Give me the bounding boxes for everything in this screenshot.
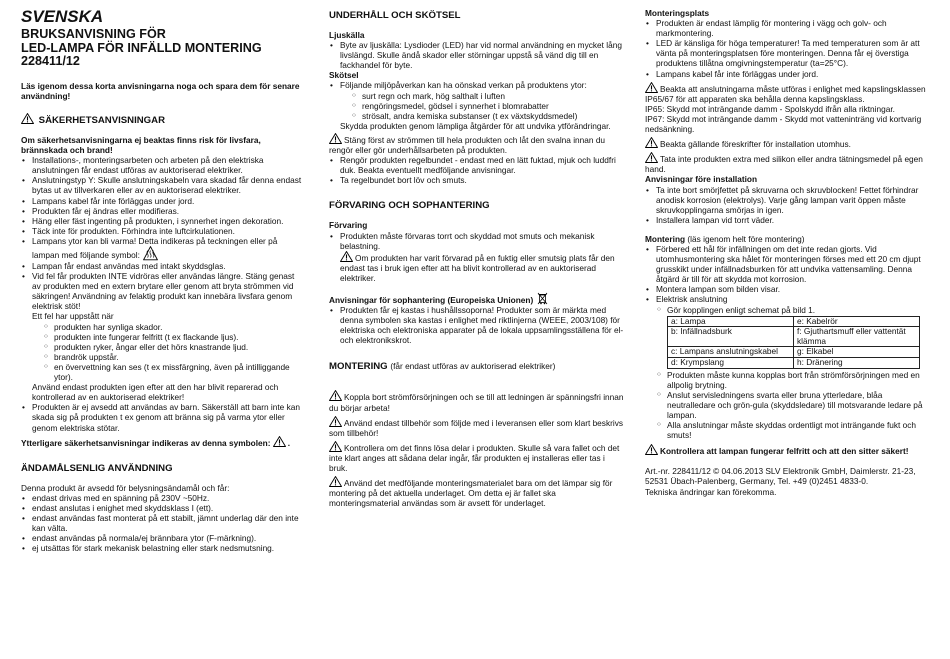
disposal-list: [329, 305, 625, 345]
warning-icon: [645, 152, 658, 163]
safety-warning-intro: Om säkerhetsanvisningarna ej beaktas finns risk för livsfara, brännskada och brand!: [21, 134, 261, 156]
list-item: ○ produkten ryker, ångar eller det hörs knastrande ljud.: [43, 342, 304, 352]
warning-icon: [645, 444, 658, 455]
care-sublist: [351, 91, 625, 121]
storage-heading: FÖRVARING OCH SOPHANTERING: [329, 200, 490, 212]
mounting-heading: [329, 360, 625, 373]
ip65-text: IP65: Skydd mot inträngande damm - Spolskydd ifrån alla riktningar.: [645, 103, 895, 114]
care-list: [329, 80, 625, 130]
place-list: [645, 18, 928, 79]
rules-warning-text: Beakta gällande föreskrifter för installation utomhus.: [660, 139, 851, 150]
further-safety-text: Ytterligare säkerhetsanvisningar indikeras av denna symbolen:: [21, 437, 271, 448]
column-middle: [329, 8, 625, 508]
mounting-warning-3: [329, 441, 625, 473]
list-item: • Installera lampan vid torrt väder.: [645, 215, 928, 225]
usage-intro: Denna produkt är avsedd för belysningsändamål och får:: [21, 482, 230, 493]
list-item: • Produkten är ej avsedd att användas av barn. Säkerställ att barn inte kan skada sig på produkten t ex genom att bränna sig på varma ytor eller genom elektriska stötar.: [21, 402, 304, 432]
montering-heading-note: (läs igenom helt före montering): [687, 233, 805, 244]
column-left: [21, 8, 304, 553]
mounting-warning-text: Koppla bort strömförsörjningen och se till att ledningen är spänningsfri innan du börjar arbeta!: [329, 392, 624, 413]
mounting-heading-label: MONTERING: [329, 361, 388, 373]
further-safety-note: Ytterligare säkerhetsanvisningar indikeras av denna symbolen: .: [21, 437, 291, 448]
table-cell: d: Krympslang: [668, 358, 794, 369]
storage-sub-heading: Förvaring: [329, 220, 368, 231]
list-item: • endast anslutas i enighet med skyddsklass I (ett).: [21, 503, 304, 513]
connection-table: [667, 316, 920, 369]
list-item: ○ produkten inte fungerar felfritt (t ex flackande ljus).: [43, 332, 304, 342]
storage-warning: [329, 251, 625, 283]
power-warning: [329, 133, 625, 155]
footer-note: Tekniska ändringar kan förekomma.: [645, 486, 777, 497]
title-line-2: LED-LAMPA FÖR INFÄLLD MONTERING: [21, 40, 262, 55]
montering-list: [645, 244, 928, 305]
final-warning: [645, 444, 928, 456]
list-item: • ej utsättas för stark mekanisk belastning eller stark nedsmutsning.: [21, 543, 304, 553]
power-warning-text: Stäng först av strömmen till hela produkten och låt den svalna innan du rengör eller gör underhållsarbeten på produkten.: [329, 134, 606, 156]
table-cell: g: Elkabel: [794, 347, 920, 358]
care-list-2: [329, 155, 625, 185]
table-row: [668, 358, 920, 369]
list-item: ○ brandrök uppstår.: [43, 352, 304, 362]
montering-heading-label: Montering: [645, 233, 686, 244]
place-heading: Monteringsplats: [645, 8, 710, 18]
mounting-warning-4: [329, 476, 625, 508]
column-right: [645, 8, 928, 497]
table-row: [668, 347, 920, 358]
ip67-text: IP67: Skydd mot inträngande damm - Skydd mot vatteninträng vid kortvarig nedsänkning.: [645, 113, 922, 135]
table-cell: b: Infällnadsburk: [668, 327, 794, 347]
usage-list: [21, 493, 304, 554]
rules-warning: [645, 137, 928, 149]
storage-list: [329, 231, 625, 251]
table-cell: e: Kabelrör: [794, 316, 920, 327]
warning-icon: [340, 251, 353, 262]
warning-icon: [21, 113, 34, 124]
list-item: • Häng eller fäst ingenting på produkten, i synnerhet ingen dekoration.: [21, 216, 304, 226]
document-title: [21, 28, 304, 69]
table-cell: c: Lampans anslutningskabel: [668, 347, 794, 358]
care-text: Följande miljöpåverkan kan ha oönskad verkan på produktens ytor:: [340, 80, 587, 91]
list-item: • Lampan får endast användas med intakt skyddsglas.: [21, 261, 304, 271]
defect-sublist: [43, 322, 304, 383]
disposal-heading: [329, 292, 625, 305]
warning-icon: [273, 436, 286, 447]
list-item: • endast användas på normala/ej brännbara ytor (F-märkning).: [21, 533, 304, 543]
list-item: • Ta regelbundet bort löv och smuts.: [329, 175, 625, 185]
hot-surface-icon: [143, 246, 158, 261]
list-item: • Montera lampan som bilden visar.: [645, 284, 928, 294]
table-cell: f: Gjuthartsmuff eller vattentät klämma: [794, 327, 920, 347]
montering-heading: [645, 234, 928, 244]
list-item: • Produkten måste förvaras torrt och skyddad mot smuts och mekanisk belastning.: [329, 231, 625, 251]
silicone-warning-text: Tata inte produkten extra med silikon eller andra tätningsmedel på egen hand.: [645, 154, 923, 175]
weee-bin-icon: [537, 292, 548, 305]
before-install-list: [645, 185, 928, 225]
mounting-warning-text: Använd det medföljande monteringsmaterialet bara om det lämpar sig för montering på det aktuella underlaget. Om detta ej är fallet ska monteringsmaterial användas som är avsett för underlaget.: [329, 478, 613, 509]
connection-sublist-2: [656, 370, 928, 441]
title-line-3: 228411/12: [21, 54, 80, 69]
usage-heading: ÄNDAMÅLSENLIG ANVÄNDNING: [21, 462, 173, 474]
storage-warning-text: Om produkten har varit förvarad på en fuktig eller smutsig plats får den endast tas i bruk igen efter att ha blivit kontrollerad av en auktoriserad elektriker.: [340, 252, 615, 283]
table-row: [668, 327, 920, 347]
light-source-list: [329, 40, 625, 70]
mounting-warning-1: [329, 390, 625, 412]
mounting-heading-note: (får endast utföras av auktoriserad elektriker): [390, 361, 556, 372]
list-item: • Rengör produkten regelbundet - endast med en lätt fuktad, mjuk och luddfri duk. Beakta eventuellt medföljande anvisningar.: [329, 155, 625, 175]
list-item: • Anslutningstyp Y: Skulle anslutningskabeln vara skadad får denna endast bytas ut av tillverkaren eller av en auktoriserad elektriker.: [21, 175, 304, 195]
table-row: [668, 316, 920, 327]
hot-surface-text: Lampans ytor kan bli varma! Detta indikeras på teckningen eller på lampan med följande symbol:: [32, 235, 278, 260]
warning-icon: [329, 441, 342, 452]
warning-icon: [329, 416, 342, 427]
warning-icon: [645, 137, 658, 148]
list-item: ○ Produkten måste kunna kopplas bort från strömförsörjningen med en allpolig brytning.: [656, 370, 928, 390]
list-item: • Installations-, monteringsarbeten och arbeten på den elektriska anslutningen får endast utföras av auktoriserad elektriker.: [21, 155, 304, 175]
list-item: • Förbered ett hål för infällningen om det inte redan gjorts. Vid utomhusmontering ska hålet för monteringen förses med ett 20 cm djupt grusskikt under infällnadsburken för att undvika vattensamling. Denna åtgärd är till för att skydda mot korrosion.: [645, 244, 928, 284]
intro-text: Läs igenom dessa korta anvisningarna noga och spara dem för senare användning!: [21, 80, 300, 101]
safety-heading-label: SÄKERHETSANVISNINGAR: [38, 114, 166, 126]
list-item: • Produkten får ej ändras eller modifieras.: [21, 206, 304, 216]
mounting-warning-text: Kontrollera om det finns lösa delar i produkten. Skulle så vara fallet och det inte klart anges att sådana delar ingår, får produkten ej installeras eller tas i bruk.: [329, 442, 620, 473]
list-item: ○ Anslut servisledningens svarta eller bruna ytterledare, blåa neutralledare och grön-gula (skyddsledare) till motsvarande ledare på lampan.: [656, 390, 928, 420]
table-cell: a: Lampa: [668, 316, 794, 327]
connection-sublist: [656, 305, 928, 315]
list-item: • Produkten är endast lämplig för montering i vägg och golv- och markmontering.: [645, 18, 928, 38]
safety-list: [21, 155, 304, 432]
list-item: • Elektrisk anslutning: [645, 294, 928, 304]
safety-heading: [21, 113, 304, 127]
defect-case-text: Ett fel har uppstått när: [32, 311, 114, 322]
list-item: ○ Gör kopplingen enligt schemat på bild 1.: [656, 305, 928, 315]
ip-warning: [645, 82, 928, 104]
maintenance-heading: UNDERHÅLL OCH SKÖTSEL: [329, 10, 461, 21]
list-item: ○ surt regn och mark, hög salthalt i luften: [351, 91, 625, 101]
language-title: SVENSKA: [21, 7, 104, 26]
list-item: • Lampans kabel får inte förläggas under jord.: [645, 69, 928, 79]
warning-icon: [329, 133, 342, 144]
list-item: • endast drivas med en spänning på 230V ~50Hz.: [21, 493, 304, 503]
list-item: ○ Alla anslutningar måste skyddas ordentligt mot inträngande fukt och smuts!: [656, 420, 928, 440]
list-item: ○ rengöringsmedel, gödsel i synnerhet i blomrabatter: [351, 101, 625, 111]
defect-after-text: Använd endast produkten igen efter att den har blivit reparerad och kontrollerad av en auktoriserad elektriker!: [32, 382, 279, 403]
list-item: • LED är känsliga för höga temperaturer! Ta med temperaturen som är att vänta på monteringsplatsen före monteringen. Denna får ej överstiga produktens tillåtna omgivningstemperatur (ta=25°C).: [645, 38, 928, 68]
list-item: • endast användas fast monterat på ett stabilt, jämnt underlag där den inte kan vältа.: [21, 513, 304, 533]
before-install-heading: Anvisningar före installation: [645, 174, 758, 185]
warning-icon: [329, 390, 342, 401]
mounting-warning-2: [329, 416, 625, 438]
warning-icon: [645, 82, 658, 93]
mounting-warning-text: Använd endast tillbehör som följde med i leveransen eller som klart beskrivs som tillbehör!: [329, 417, 623, 438]
list-item: • Produkten får ej kastas i hushållssoporna! Produkter som är märkta med denna symbolen ska kastas i enlighet med riktlinjerna (WEEE, 2003/108) för elektriska och elektroniska apparater på de lokala uppsamlingsställena för el- och elektronikskrot.: [329, 305, 625, 345]
silicone-warning: [645, 152, 928, 174]
care-protect-text: Skydda produkten genom lämpliga åtgärder för att undvika ytförändringar.: [340, 120, 611, 131]
list-item: • Lampans kabel får inte förläggas under jord.: [21, 196, 304, 206]
list-item: • Täck inte för produkten. Förhindra inte luftcirkulationen.: [21, 226, 304, 236]
list-item: [21, 271, 304, 402]
list-item: • Byte av ljuskälla: Lysdioder (LED) har vid normal användning en mycket lång livslängd. Skulle ändå skador eller störningar uppstå så vänd dig till en fackhandel för byte.: [329, 40, 625, 70]
list-item: ○ produkten har synliga skador.: [43, 322, 304, 332]
list-item: ○ strösalt, andra kemiska substanser (t ex växtskyddsmedel): [351, 111, 625, 121]
list-item: • Ta inte bort smörjfettet på skruvarna och skruvblocken! Fettet förhindrar anodisk korrosion (elektrolys). Varje gång lampan varit öppen måste skruvkopplingarna smörjas in igen.: [645, 185, 928, 215]
final-warning-text: Kontrollera att lampan fungerar felfritt och att den sitter säkert!: [660, 446, 909, 457]
light-source-heading: Ljuskälla: [329, 30, 365, 40]
list-item: ○ en övervettning kan ses (t ex missfärgning, även på intilliggande ytor).: [43, 362, 304, 382]
table-cell: h: Dränering: [794, 358, 920, 369]
title-line-1: BRUKSANVISNING FÖR: [21, 27, 166, 41]
care-heading: Skötsel: [329, 70, 359, 81]
list-item: [329, 80, 625, 130]
disposal-heading-label: Anvisningar för sophantering (Europeiska Unionen): [329, 294, 534, 305]
footer-article: Art.-nr. 228411/12 © 04.06.2013 SLV Elektronik GmbH, Daimlerstr. 21-23, 52531 Übach-Palenberg, Germany, Tel. +49 (0)2451 4833-0.: [645, 466, 916, 487]
defect-text: Vid fel får produkten INTE vidröras eller användas längre. Stäng genast av produkten med en extern brytare eller genom att bryta strömmen vid säkringen! Användning av felaktig produkt kan innebära livsfara genom elektrisk stöt!: [32, 271, 295, 312]
footer: [645, 466, 928, 496]
list-item: [21, 236, 304, 261]
ip-warning-text: Beakta att anslutningarna måste utföras i enlighet med kapslingsklassen IP65/67 för att apparaten ska behålla denna kapslingsklass.: [645, 83, 926, 104]
warning-icon: [329, 476, 342, 487]
